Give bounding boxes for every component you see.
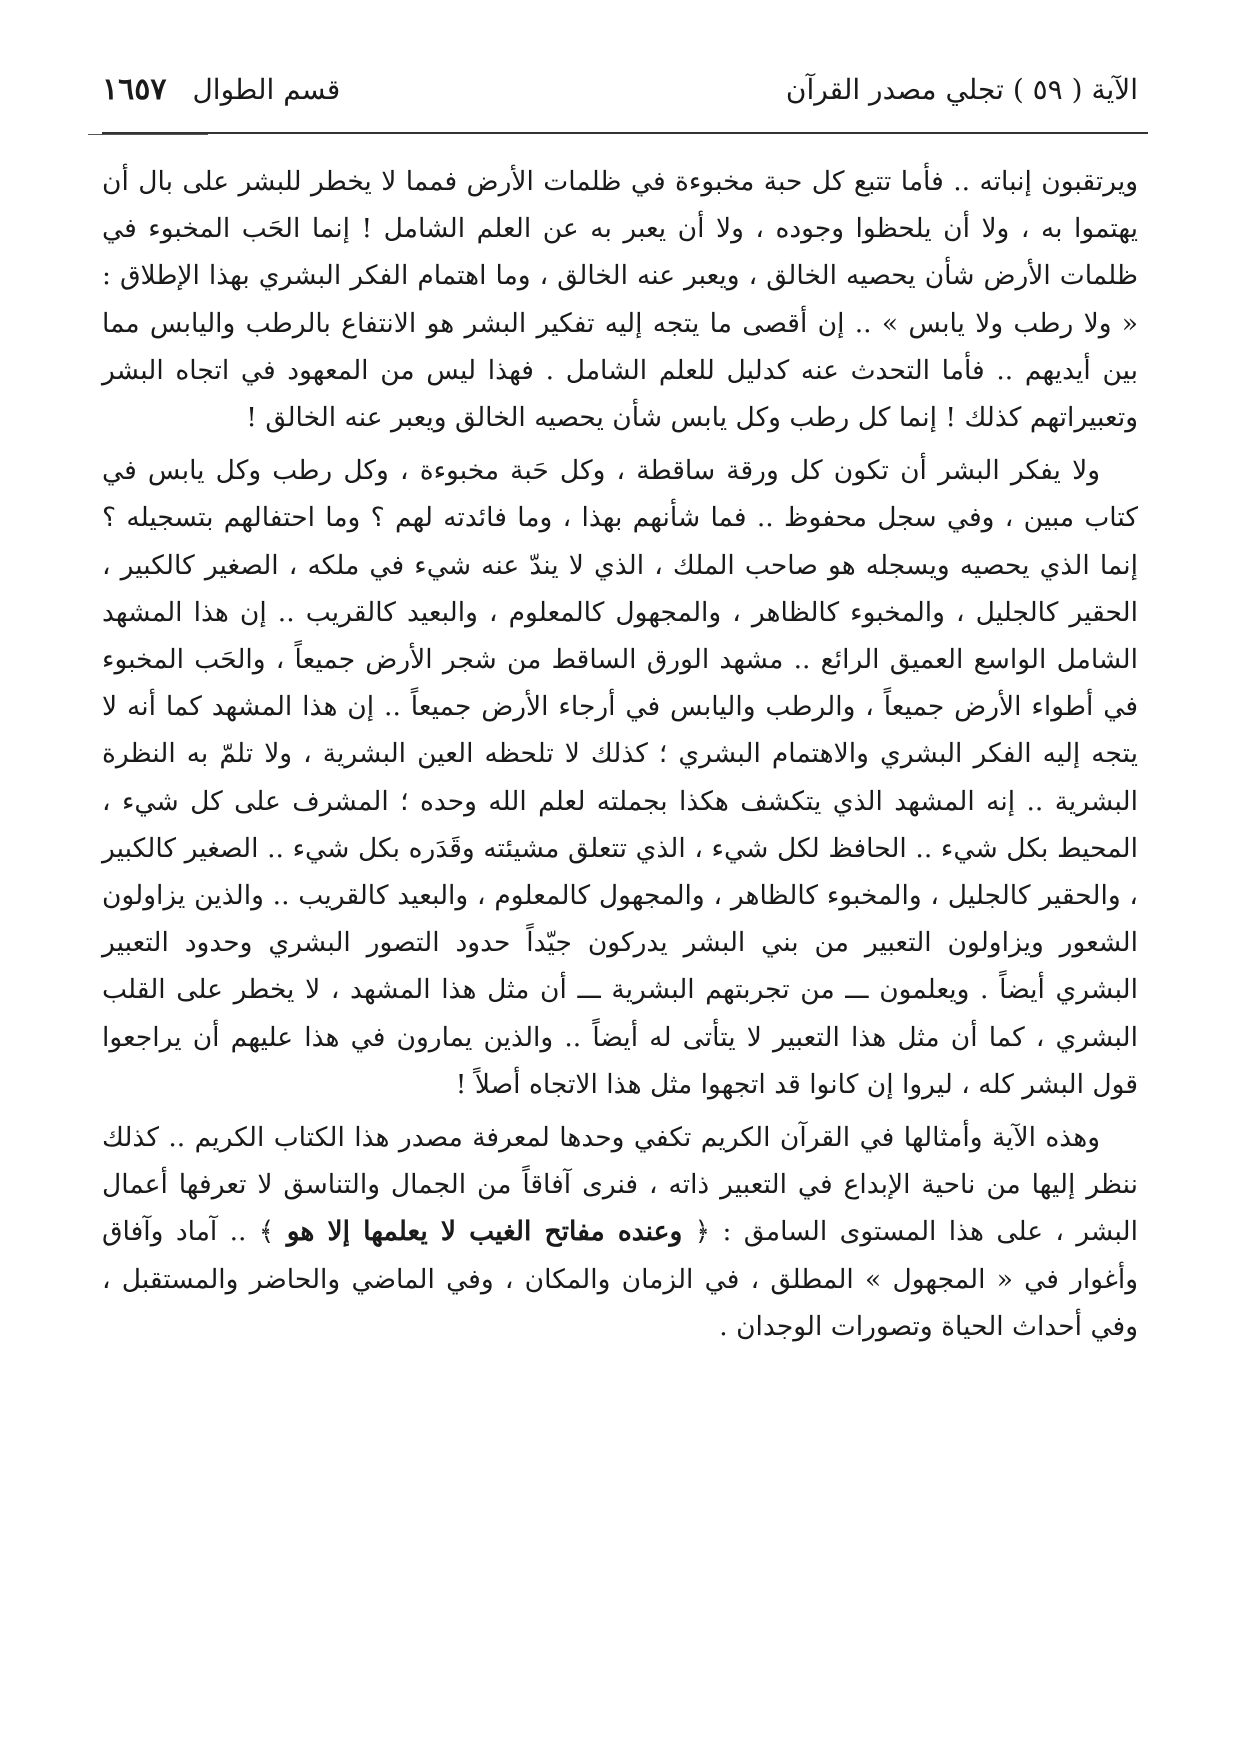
header-verse-title: الآية ( ٥٩ ) تجلي مصدر القرآن [785, 73, 1138, 106]
header-section: قسم الطوال [192, 73, 341, 106]
paragraph-3-after: ﴾ .. آماد وآفاق وأغوار في « المجهول » المطلق ، في الزمان والمكان ، وفي الماضي والحاضر والمستقبل ، وفي أحداث الحياة وتصورات الوجدان . [102, 1216, 1138, 1342]
quran-quote: وعنده مفاتح الغيب لا يعلمها إلا هو [286, 1216, 683, 1248]
page-body [102, 158, 1138, 1356]
header-rule [102, 132, 1148, 134]
page-number: ١٦٥٧ [102, 72, 167, 107]
running-header [88, 60, 1148, 120]
paragraph-3-before: وهذه الآية وأمثالها في القرآن الكريم تكفي وحدها لمعرفة مصدر هذا الكتاب الكريم .. كذلك ننظر إليها من ناحية الإبداع في التعبير ذاته ، فنرى آفاقاً من الجمال والتناسق لا تعرفها أعمال البشر ، على هذا المستوى السامق : ﴿ [102, 1122, 1138, 1248]
paragraph-1: ويرتقبون إنباته .. فأما تتبع كل حبة مخبوءة في ظلمات الأرض فمما لا يخطر للبشر على بال أن يهتموا به ، ولا أن يلحظوا وجوده ، ولا أن يعبر به عن العلم الشامل ! إنما الحَب المخبوء في ظلمات الأرض شأن يحصيه الخالق ، ويعبر عنه الخالق ، وما اهتمام الفكر البشري بهذا الإطلاق : « ولا رطب ولا يابس » .. إن أقصى ما يتجه إليه تفكير البشر هو الانتفاع بالرطب واليابس مما بين أيديهم .. فأما التحدث عنه كدليل للعلم الشامل . فهذا ليس من المعهود في اتجاه البشر وتعبيراتهم كذلك ! إنما كل رطب وكل يابس شأن يحصيه الخالق ويعبر عنه الخالق ! [102, 166, 1138, 434]
book-page [88, 60, 1148, 1720]
paragraph-3 [102, 1114, 1138, 1350]
header-left-group [102, 60, 340, 120]
paragraph-2: ولا يفكر البشر أن تكون كل ورقة ساقطة ، وكل حَبة مخبوءة ، وكل رطب وكل يابس في كتاب مبين ، وفي سجل محفوظ .. فما شأنهم بهذا ، وما فائدته لهم ؟ وما احتفالهم بتسجيله ؟ إنما الذي يحصيه ويسجله هو صاحب الملك ، الذي لا يندّ عنه شيء في ملكه ، الصغير كالكبير ، الحقير كالجليل ، والمخبوء كالظاهر ، والمجهول كالمعلوم ، والبعيد كالقريب .. إن هذا المشهد الشامل الواسع العميق الرائع .. مشهد الورق الساقط من شجر الأرض جميعاً ، والحَب المخبوء في أطواء الأرض جميعاً ، والرطب واليابس في أرجاء الأرض جميعاً .. إن هذا المشهد كما أنه لا يتجه إليه الفكر البشري والاهتمام البشري ؛ كذلك لا تلحظه العين البشرية ، ولا تلمّ به النظرة البشرية .. إنه المشهد الذي يتكشف هكذا بجملته لعلم الله وحده ؛ المشرف على كل شيء ، المحيط بكل شيء .. الحافظ لكل شيء ، الذي تتعلق مشيئته وقَدَره بكل شيء .. الصغير كالكبير ، والحقير كالجليل ، والمخبوء كالظاهر ، والمجهول كالمعلوم ، والبعيد كالقريب .. والذين يزاولون الشعور ويزاولون التعبير من بني البشر يدركون جيّداً حدود التصور البشري وحدود التعبير البشري أيضاً . ويعلمون ـــ من تجربتهم البشرية ـــ أن مثل هذا المشهد ، لا يخطر على القلب البشري ، كما أن مثل هذا التعبير لا يتأتى له أيضاً .. والذين يمارون في هذا عليهم أن يراجعوا قول البشر كله ، ليروا إن كانوا قد اتجهوا مثل هذا الاتجاه أصلاً ! [102, 455, 1138, 1100]
